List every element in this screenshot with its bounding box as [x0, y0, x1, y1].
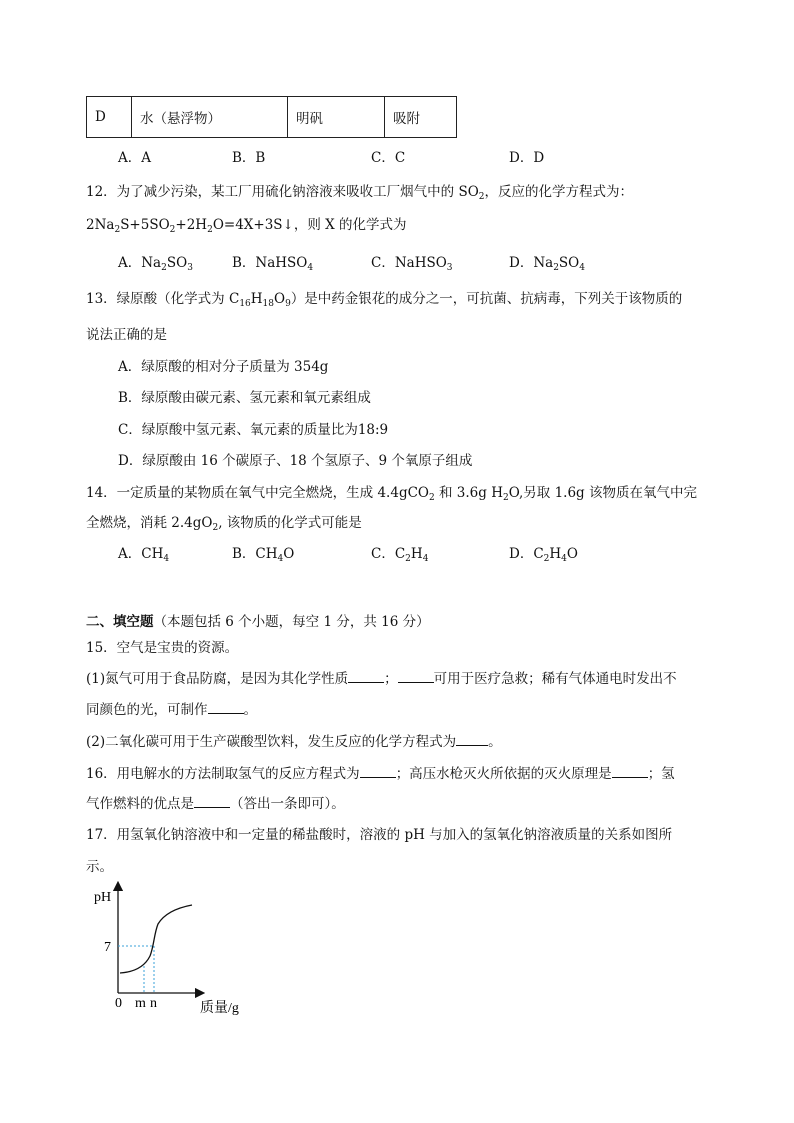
q12-option-b: B．NaHSO$_4$ — [232, 255, 314, 273]
answer-blank[interactable] — [348, 670, 384, 683]
answer-blank[interactable] — [456, 733, 488, 746]
q13-option-d: D．绿原酸由 16 个碳原子、18 个氢原子、9 个氧原子组成 — [118, 453, 473, 469]
q11-option-a: A．A — [118, 150, 151, 166]
section-heading: 二、填空题（本题包括 6 个小题，每空 1 分，共 16 分） — [86, 614, 430, 630]
q14-option-c: C．$C_2H_4$ — [371, 546, 429, 564]
table-cell: 明矾 — [288, 97, 385, 138]
table-row — [87, 97, 457, 138]
q13-stem-line2: 说法正确的是 — [86, 327, 167, 343]
answer-blank[interactable] — [208, 701, 244, 714]
q11-option-c: C．C — [371, 150, 406, 166]
q15-part1-line2: 同颜色的光，可制作 。 — [86, 702, 257, 718]
q11-option-d: D．D — [509, 150, 545, 166]
q15-part2: (2)二氧化碳可用于生产碳酸型饮料，发生反应的化学方程式为 。 — [86, 734, 502, 750]
q12-equation: $2Na_2S+5SO_2+2H_2O=4X+3S↓$，则 X 的化学式为 — [86, 217, 407, 235]
tick-label-n: n — [150, 996, 157, 1011]
q15-part1: (1)氮气可用于食品防腐，是因为其化学性质 ； 可用于医疗急救；稀有气体通电时发出不 — [86, 671, 677, 687]
q13-option-a: A．绿原酸的相对分子质量为 354g — [118, 359, 329, 375]
table-cell: 吸附 — [385, 97, 457, 138]
q11-option-b: B．B — [232, 150, 266, 166]
q15-stem: 15．空气是宝贵的资源。 — [86, 640, 239, 656]
q16-stem-line2: 气作燃料的优点是 （答出一条即可）。 — [86, 796, 345, 812]
q14-stem-line2: 全燃烧，消耗 $2.4gO_2$, 该物质的化学式可能是 — [86, 515, 362, 533]
q12-option-d: D．$Na_2SO_4$ — [509, 255, 585, 273]
q16-stem: 16．用电解水的方法制取氢气的反应方程式为 ；高压水枪灭火所依据的灭火原理是 ；氢 — [86, 766, 675, 782]
ph-curve — [120, 905, 192, 973]
y-axis-label: pH — [94, 890, 112, 905]
q14-stem: 14．一定质量的某物质在氧气中完全燃烧，生成 4.4gCO$_2$ 和 3.6g $H_2O$,另取 1.6g 该物质在氧气中完 — [86, 485, 697, 503]
q17-stem-line2: 示。 — [86, 859, 113, 875]
ph-curve-graph — [90, 880, 260, 1020]
q14-option-b: B．$CH_4O$ — [232, 546, 295, 564]
table-cell: D — [87, 97, 132, 138]
answer-blank[interactable] — [612, 765, 648, 778]
q13-option-c: C．绿原酸中氢元素、氧元素的质量比为18:9 — [118, 422, 389, 438]
q12-option-a: A．$Na_2SO_3$ — [118, 255, 193, 273]
table-cell: 水（悬浮物） — [132, 97, 288, 138]
origin-label: 0 — [115, 996, 122, 1011]
answer-table — [86, 96, 457, 138]
x-axis-label: 质量/g — [200, 1001, 239, 1016]
answer-blank[interactable] — [194, 795, 230, 808]
answer-blank[interactable] — [360, 765, 396, 778]
q12-stem: 12．为了减少污染，某工厂用硫化钠溶液来吸收工厂烟气中的 $SO_2$，反应的化学方程式为： — [86, 184, 634, 202]
tick-label-7: 7 — [104, 940, 111, 955]
q17-stem: 17．用氢氧化钠溶液中和一定量的稀盐酸时，溶液的 pH 与加入的氢氧化钠溶液质量的关系如图所 — [86, 827, 673, 843]
q13-option-b: B．绿原酸由碳元素、氢元素和氧元素组成 — [118, 390, 371, 406]
q12-option-c: C．NaHSO$_3$ — [371, 255, 453, 273]
q14-option-d: D．$C_2H_4O$ — [509, 546, 578, 564]
answer-blank[interactable] — [398, 670, 434, 683]
tick-label-m: m — [135, 996, 146, 1011]
q14-option-a: A．$CH_4$ — [118, 546, 170, 564]
q13-stem: 13．绿原酸（化学式为 $C_{16}H_{18}O_9$）是中药金银花的成分之一，可抗菌、抗病毒，下列关于该物质的 — [86, 291, 683, 309]
